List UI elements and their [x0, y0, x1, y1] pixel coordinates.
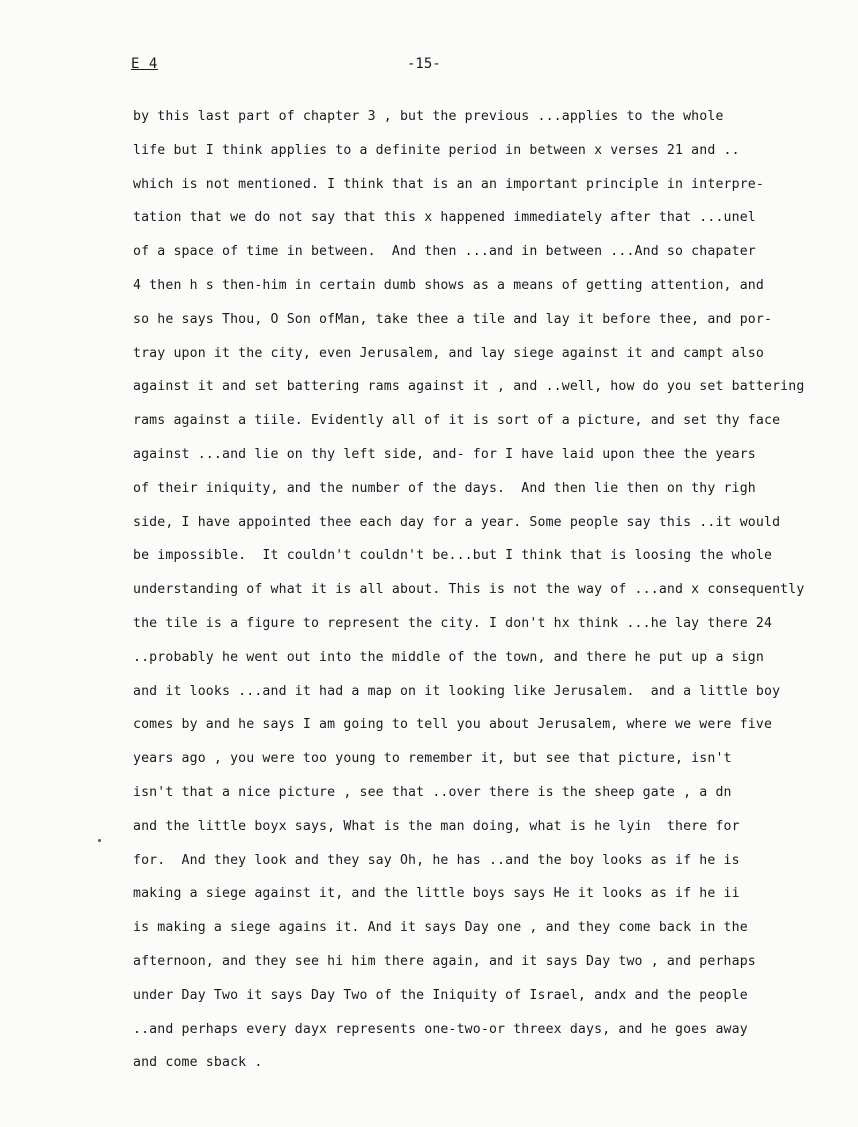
text-line: of their iniquity, and the number of the days. And then lie then on thy righ [133, 480, 756, 496]
text-line: 4 then h s then-him in certain dumb shows as a means of getting attention, and [133, 277, 764, 293]
text-line: tation that we do not say that this x happened immediately after that ...unel [133, 210, 756, 226]
text-line: afternoon, and they see hi him there again, and it says Day two , and perhaps [133, 953, 756, 969]
text-line: making a siege against it, and the little boys says He it looks as if he ii [133, 886, 740, 902]
text-line: side, I have appointed thee each day for a year. Some people say this ..it would [133, 514, 781, 530]
text-line: ..probably he went out into the middle of the town, and there he put up a sign [133, 649, 764, 665]
text-line: which is not mentioned. I think that is an an important principle in interpre- [133, 176, 764, 192]
text-line: under Day Two it says Day Two of the Iniquity of Israel, andx and the people [133, 987, 748, 1003]
text-line: and the little boyx says, What is the man doing, what is he lyin there for [133, 818, 740, 834]
text-line: ..and perhaps every dayx represents one-two-or threex days, and he goes away [133, 1021, 748, 1037]
body-text [133, 106, 843, 1086]
text-line: tray upon it the city, even Jerusalem, and lay siege against it and campt also [133, 345, 764, 361]
text-line: understanding of what it is all about. This is not the way of ...and x consequently [133, 582, 805, 598]
text-line: and come sback . [133, 1055, 263, 1071]
text-line: is making a siege agains it. And it says Day one , and they come back in the [133, 920, 748, 936]
text-line: by this last part of chapter 3 , but the previous ...applies to the whole [133, 109, 724, 124]
text-line: for. And they look and they say Oh, he has ..and the boy looks as if he is [133, 852, 740, 868]
margin-mark [98, 839, 101, 842]
text-line: against ...and lie on thy left side, and- for I have laid upon thee the years [133, 446, 756, 462]
text-line: rams against a tiile. Evidently all of it is sort of a picture, and set thy face [133, 413, 781, 429]
text-line: of a space of time in between. And then ...and in between ...And so chapater [133, 244, 756, 260]
page-corner-label: E 4 [131, 56, 158, 72]
text-line: against it and set battering rams against it , and ..well, how do you set battering [133, 379, 805, 395]
text-line: the tile is a figure to represent the city. I don't hx think ...he lay there 24 [133, 615, 773, 631]
text-line: years ago , you were too young to remember it, but see that picture, isn't [133, 751, 732, 767]
text-line: isn't that a nice picture , see that ..over there is the sheep gate , a dn [133, 784, 732, 800]
text-line: comes by and he says I am going to tell you about Jerusalem, where we were five [133, 717, 773, 733]
text-line: life but I think applies to a definite period in between x verses 21 and .. [133, 142, 740, 158]
text-line: and it looks ...and it had a map on it looking like Jerusalem. and a little boy [133, 683, 781, 699]
text-line: be impossible. It couldn't couldn't be...but I think that is loosing the whole [133, 548, 773, 564]
text-line: so he says Thou, O Son ofMan, take thee a tile and lay it before thee, and por- [133, 311, 773, 327]
page-number: -15- [407, 56, 441, 72]
